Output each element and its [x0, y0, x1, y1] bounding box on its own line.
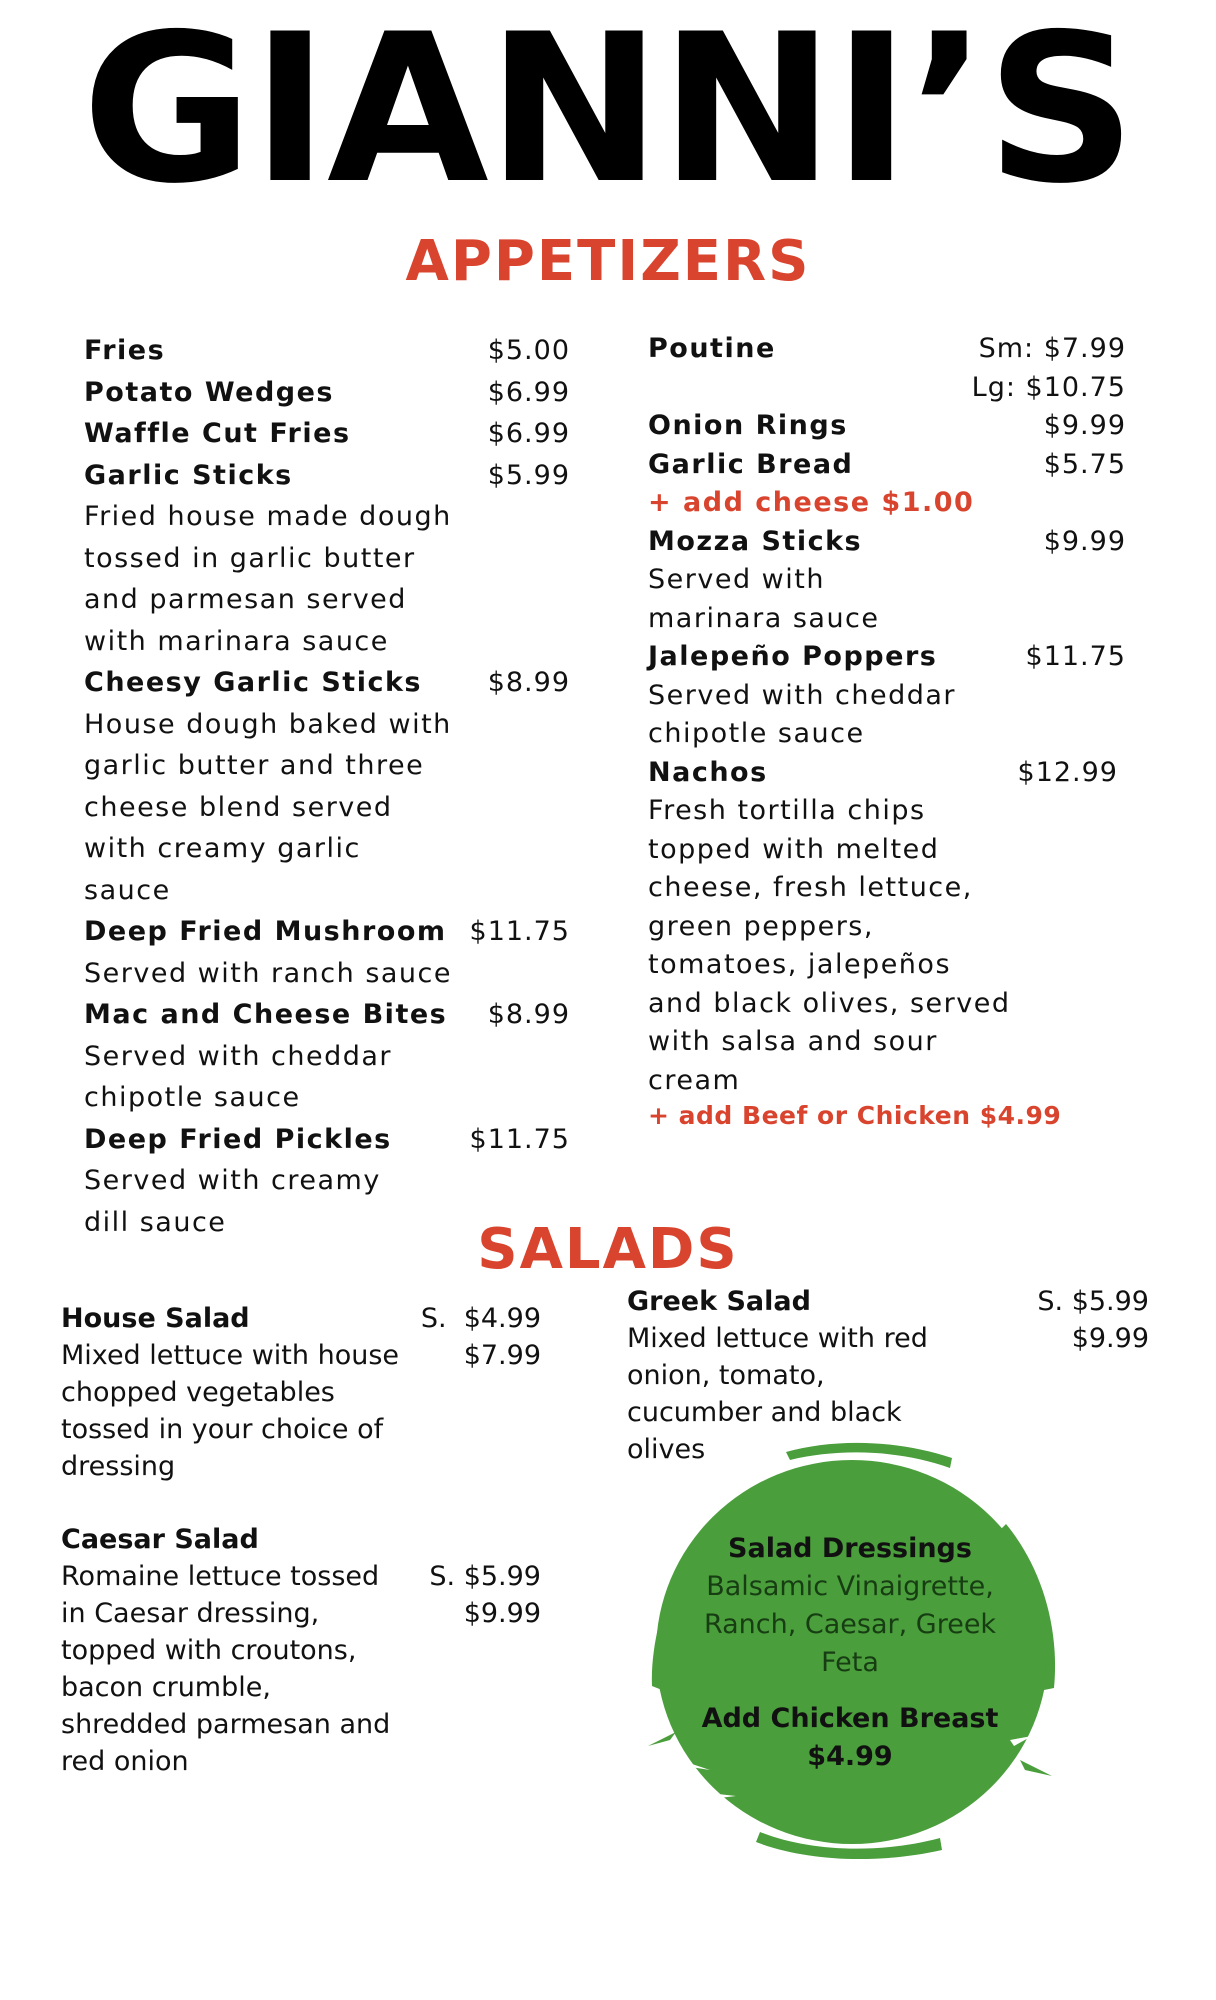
item-price-large: $9.99	[463, 1598, 541, 1629]
item-price: $9.99	[1043, 410, 1126, 441]
item-price: $6.99	[487, 376, 570, 408]
item-name: Mozza Sticks	[648, 525, 863, 557]
menu-item	[648, 638, 1126, 754]
menu-item	[61, 1300, 541, 1485]
item-price: $5.00	[487, 335, 570, 366]
salads-heading: SALADS	[477, 1217, 739, 1282]
item-price: $9.99	[1043, 525, 1126, 557]
menu-item	[61, 1521, 541, 1780]
item-description: Served with creamy dill sauce	[84, 1165, 381, 1238]
item-name: Caesar Salad	[61, 1524, 259, 1555]
item-price: $11.75	[469, 916, 570, 947]
item-name: Cheesy Garlic Sticks	[84, 667, 422, 698]
salads-left-column	[61, 1300, 541, 1780]
item-price-small: S. $5.99	[1037, 1286, 1149, 1317]
item-price-large: Lg: $10.75	[971, 371, 1126, 403]
item-description: Served with marinara sauce	[648, 564, 880, 634]
menu-item	[84, 372, 570, 414]
item-price-small: S. $4.99	[420, 1303, 541, 1334]
item-name: Garlic Sticks	[84, 459, 293, 491]
item-description: Served with cheddar chipotle sauce	[84, 1040, 393, 1113]
menu-item	[84, 994, 570, 1119]
item-price-small: S. $5.99	[429, 1561, 541, 1592]
item-price: $5.99	[487, 459, 570, 491]
menu-item	[84, 455, 570, 663]
item-name: Poutine	[648, 333, 776, 364]
menu-item	[648, 446, 1126, 523]
item-description: Served with cheddar chipotle sauce	[648, 679, 957, 749]
appetizers-left-column	[84, 330, 570, 1243]
item-price-large: $7.99	[463, 1340, 541, 1371]
item-price: $8.99	[487, 999, 570, 1030]
item-description: Mixed lettuce with house chopped vegetables tossed in your choice of dressing	[61, 1340, 400, 1482]
menu-item	[84, 662, 570, 911]
item-name: House Salad	[61, 1303, 250, 1334]
menu-item	[648, 523, 1126, 639]
item-price: $6.99	[487, 418, 570, 449]
menu-item	[84, 330, 570, 372]
item-name: Deep Fried Pickles	[84, 1123, 392, 1155]
item-price-small: Sm: $7.99	[978, 333, 1126, 364]
item-price: $11.75	[469, 1123, 570, 1155]
item-name: Greek Salad	[627, 1286, 811, 1317]
item-name: Onion Rings	[648, 410, 848, 441]
badge-title: Salad Dressings	[728, 1533, 972, 1564]
menu-item	[648, 330, 1126, 407]
menu-item	[648, 407, 1126, 446]
item-description: Mixed lettuce with red onion, tomato, cucumber and black olives	[627, 1323, 928, 1465]
item-name: Nachos	[648, 756, 768, 788]
item-description: Romaine lettuce tossed in Caesar dressing, topped with croutons, bacon crumble, shredded parmesan and red onion	[61, 1561, 391, 1777]
item-description: Fried house made dough tossed in garlic butter and parmesan served with marinara sauce	[84, 501, 452, 657]
item-name: Potato Wedges	[84, 376, 334, 408]
dressings-list: Balsamic Vinaigrette, Ranch, Caesar, Greek Feta	[703, 1571, 997, 1678]
item-price: $5.75	[1043, 448, 1126, 480]
item-name: Garlic Bread	[648, 448, 854, 480]
item-name: Waffle Cut Fries	[84, 418, 351, 449]
item-price-large: $9.99	[1071, 1323, 1149, 1354]
add-chicken-label: Add Chicken Breast	[701, 1703, 999, 1734]
item-addon: + add cheese $1.00	[648, 487, 975, 518]
item-name: Mac and Cheese Bites	[84, 999, 448, 1030]
menu-item	[84, 413, 570, 455]
item-name: Jalepeño Poppers	[648, 641, 938, 672]
menu-item	[84, 911, 570, 994]
salad-dressings-badge	[640, 1440, 1060, 1860]
appetizers-right-column	[648, 330, 1126, 1132]
item-name: Fries	[84, 335, 166, 366]
item-price: $11.75	[1025, 641, 1126, 672]
add-chicken-price: $4.99	[807, 1741, 893, 1772]
item-description: Served with ranch sauce	[84, 957, 453, 989]
appetizers-heading: APPETIZERS	[405, 229, 811, 294]
item-description: Fresh tortilla chips topped with melted cheese, fresh lettuce, green peppers, tomatoes, jalepeños and black olives, served with salsa and sour cream	[648, 795, 1011, 1096]
menu-item	[648, 754, 1126, 1133]
item-price: $12.99	[1017, 756, 1118, 788]
item-name: Deep Fried Mushroom	[84, 916, 447, 947]
item-addon: + add Beef or Chicken $4.99	[648, 1101, 1062, 1130]
item-description: House dough baked with garlic butter and three cheese blend served with creamy garlic sauce	[84, 708, 452, 906]
item-price: $8.99	[487, 667, 570, 698]
restaurant-title: GIANNI’S	[81, 0, 1135, 229]
